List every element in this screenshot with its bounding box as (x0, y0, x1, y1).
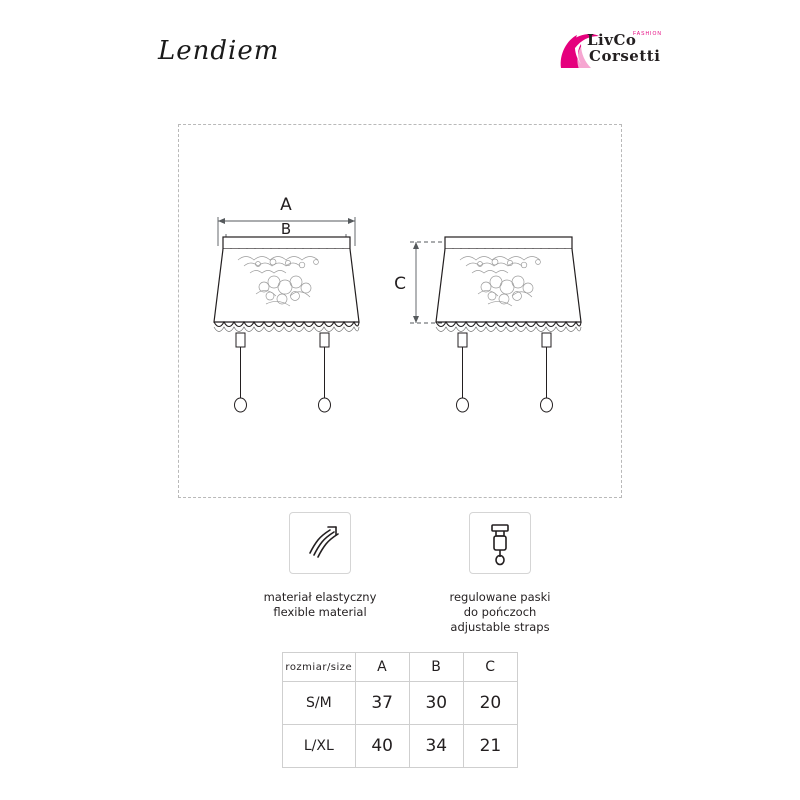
garment-illustration (178, 124, 622, 498)
elastic-waves-icon (289, 512, 351, 574)
dimension-label-b: B (280, 220, 292, 238)
feature-caption-line: adjustable straps (450, 620, 550, 634)
row-size: L/XL (283, 725, 356, 768)
brand-line-1: LivCo (587, 31, 637, 49)
feature-caption-line: flexible material (273, 605, 367, 619)
feature-caption-straps (420, 590, 580, 635)
table-header-c: C (463, 653, 517, 682)
brand-line-2: Corsetti (589, 47, 661, 65)
feature-caption-flexible (240, 590, 400, 620)
row-value-b: 30 (409, 682, 463, 725)
brand-logo (555, 28, 675, 74)
row-value-a: 37 (355, 682, 409, 725)
table-header-size: rozmiar/size (283, 653, 356, 682)
table-header-b: B (409, 653, 463, 682)
size-table (282, 652, 518, 768)
table-row (283, 725, 518, 768)
feature-flexible-material (240, 512, 400, 620)
adjustable-strap-clip-icon (469, 512, 531, 574)
dimension-label-c: C (394, 274, 406, 294)
row-size: S/M (283, 682, 356, 725)
feature-caption-line: regulowane paski (449, 590, 551, 604)
row-value-c: 20 (463, 682, 517, 725)
row-value-a: 40 (355, 725, 409, 768)
feature-caption-line: do pończoch (463, 605, 537, 619)
table-row (283, 682, 518, 725)
brand-tagline: FASHION (633, 31, 662, 37)
row-value-c: 21 (463, 725, 517, 768)
table-header-a: A (355, 653, 409, 682)
row-value-b: 34 (409, 725, 463, 768)
page-title: Lendiem (158, 36, 280, 66)
feature-caption-line: materiał elastyczny (263, 590, 377, 604)
feature-adjustable-straps (420, 512, 580, 635)
table-header-row (283, 653, 518, 682)
feature-list (240, 512, 570, 642)
dimension-label-a: A (280, 195, 292, 215)
